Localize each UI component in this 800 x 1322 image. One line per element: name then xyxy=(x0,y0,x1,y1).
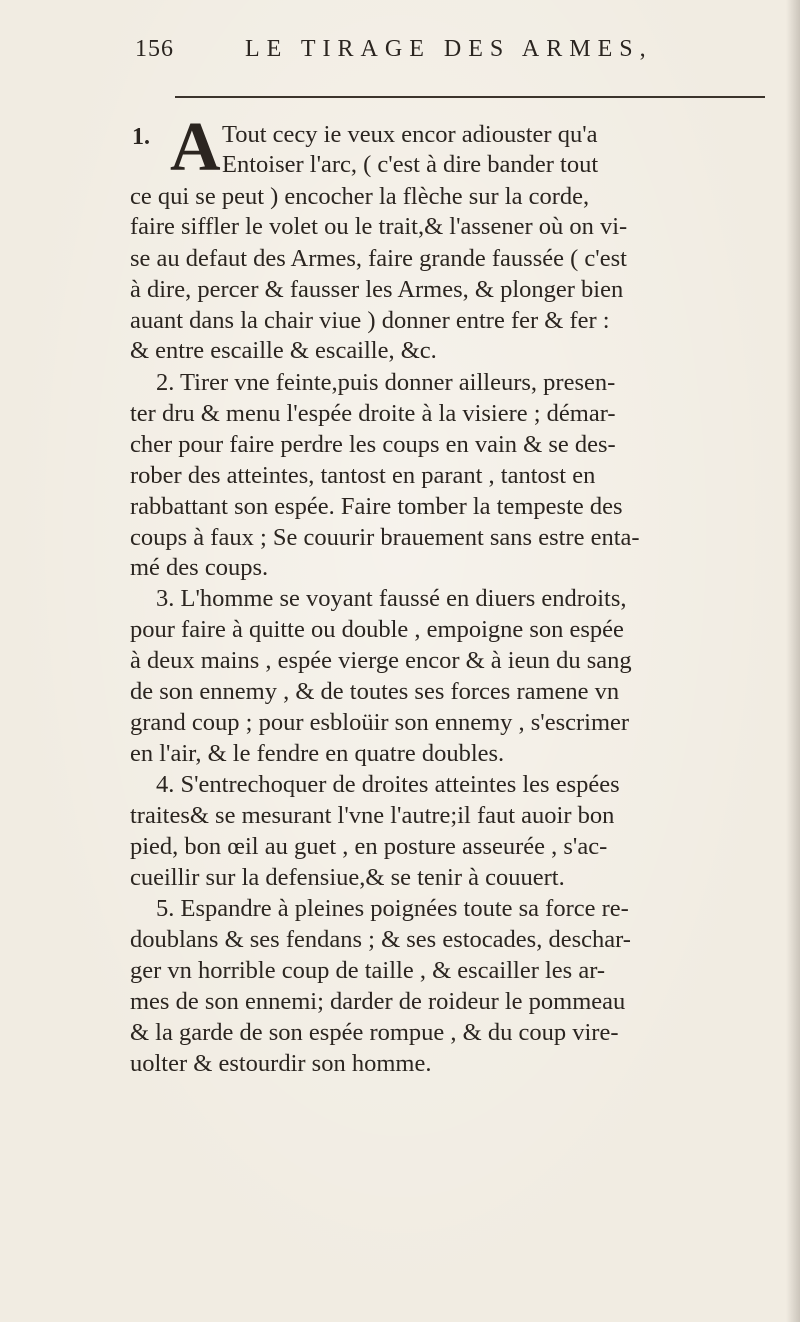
text-line: Entoiser l'arc, ( c'est à dire bander tout xyxy=(222,151,599,178)
text-line: ter dru & menu l'espée droite à la visiere ; démar- xyxy=(130,400,616,427)
text-line: ce qui se peut ) encocher la flèche sur la corde, xyxy=(130,183,590,210)
text-line: cueillir sur la defensiue,& se tenir à couuert. xyxy=(130,864,565,891)
text-line: 4. S'entrechoquer de droites atteintes les espées xyxy=(156,771,620,798)
text-line: auant dans la chair viue ) donner entre fer & fer : xyxy=(130,307,610,334)
header-rule xyxy=(175,96,765,98)
text-line: coups à faux ; Se couurir brauement sans estre enta- xyxy=(130,524,640,551)
text-line: de son ennemy , & de toutes ses forces ramene vn xyxy=(130,678,620,705)
page-edge-shadow xyxy=(786,0,800,1322)
text-line: rabbattant son espée. Faire tomber la tempeste des xyxy=(130,493,623,520)
text-line: & entre escaille & escaille, &c. xyxy=(130,337,437,364)
drop-capital: A xyxy=(170,109,221,186)
text-line: 3. L'homme se voyant faussé en diuers endroits, xyxy=(156,585,627,612)
paragraph-number-1: 1. xyxy=(132,124,150,150)
text-line: traites& se mesurant l'vne l'autre;il faut auoir bon xyxy=(130,802,615,829)
text-line: & la garde de son espée rompue , & du coup vire- xyxy=(130,1019,619,1046)
text-line: à dire, percer & fausser les Armes, & plonger bien xyxy=(130,276,624,303)
running-head: LE TIRAGE DES ARMES, xyxy=(245,36,653,62)
text-line: faire siffler le volet ou le trait,& l'assener où on vi- xyxy=(130,213,628,240)
text-line: pied, bon œil au guet , en posture asseurée , s'ac- xyxy=(130,833,608,860)
text-line: 5. Espandre à pleines poignées toute sa force re- xyxy=(156,895,629,922)
text-line: rober des atteintes, tantost en parant , tantost en xyxy=(130,462,596,489)
text-line: se au defaut des Armes, faire grande faussée ( c'est xyxy=(130,245,627,272)
text-line: uolter & estourdir son homme. xyxy=(130,1050,432,1077)
text-line: mé des coups. xyxy=(130,554,269,581)
text-line: à deux mains , espée vierge encor & à ieun du sang xyxy=(130,647,632,674)
text-line: pour faire à quitte ou double , empoigne son espée xyxy=(130,616,624,643)
text-line: grand coup ; pour esbloüir son ennemy , s'escrimer xyxy=(130,709,630,736)
text-line: en l'air, & le fendre en quatre doubles. xyxy=(130,740,505,767)
text-line: Tout cecy ie veux encor adiouster qu'a xyxy=(222,121,598,148)
text-line: ger vn horrible coup de taille , & escailler les ar- xyxy=(130,957,606,984)
text-line: mes de son ennemi; darder de roideur le pommeau xyxy=(130,988,626,1015)
page-number: 156 xyxy=(135,36,174,62)
text-line: doublans & ses fendans ; & ses estocades, deschar- xyxy=(130,926,631,953)
page-header xyxy=(135,30,775,74)
text-line: 2. Tirer vne feinte,puis donner ailleurs, presen- xyxy=(156,369,616,396)
text-line: cher pour faire perdre les coups en vain & se des- xyxy=(130,431,616,458)
